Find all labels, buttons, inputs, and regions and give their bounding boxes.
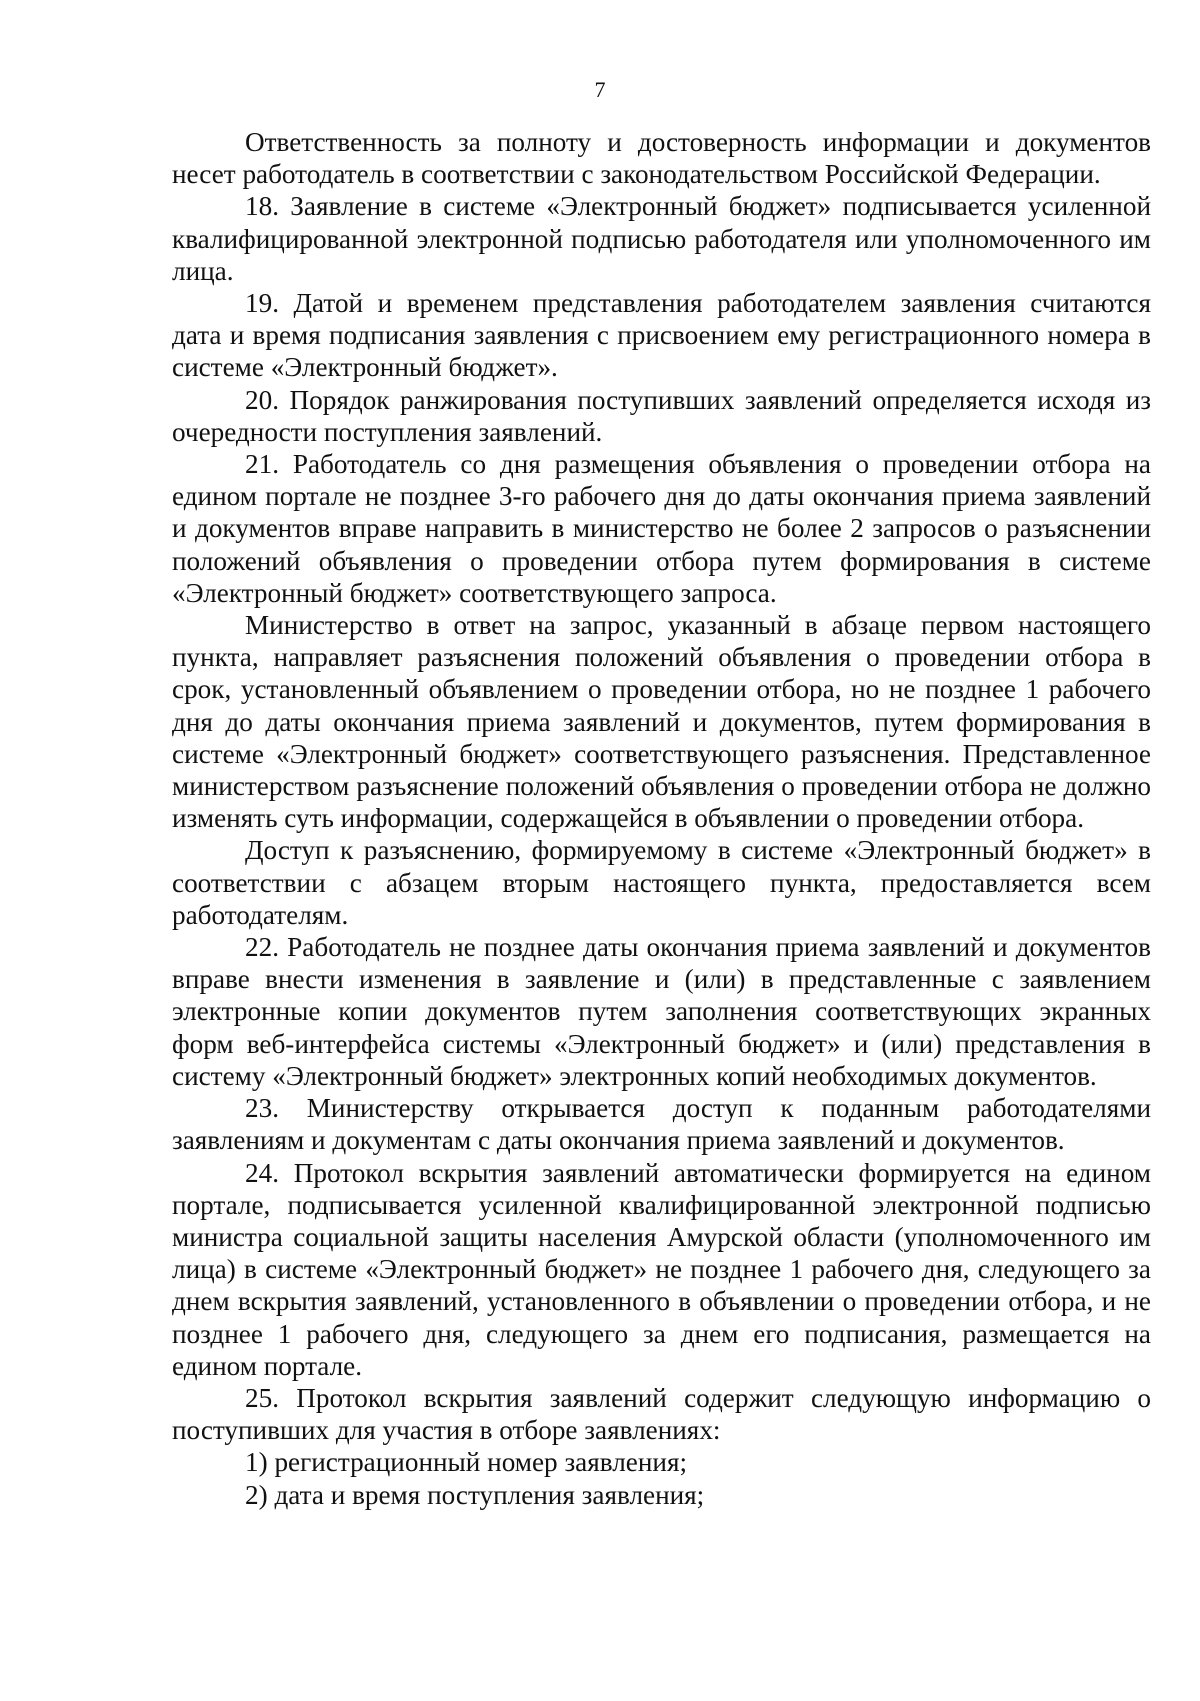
paragraph-19: 19. Датой и временем представления работодателем заявления считаются дата и время подписания заявления с присвоением ему регистрационного номера в системе «Электронный бюджет». [172, 288, 1151, 383]
paragraph-23: 23. Министерству открывается доступ к поданным работодателями заявлениям и документам с даты окончания приема заявлений и документов. [172, 1093, 1151, 1156]
paragraph-18: 18. Заявление в системе «Электронный бюджет» подписывается усиленной квалифицированной электронной подписью работодателя или уполномоченного им лица. [172, 191, 1151, 286]
paragraph-20: 20. Порядок ранжирования поступивших заявлений определяется исходя из очередности поступления заявлений. [172, 384, 1151, 447]
list-item-1: 1) регистрационный номер заявления; [245, 1447, 688, 1478]
paragraph-21-ministry-response: Министерство в ответ на запрос, указанный в абзаце первом настоящего пункта, направляет разъяснения положений объявления о проведении отбора в срок, установленный объявлением о проведении отбора, но не позднее 1 рабочего дня до даты окончания приема заявлений и документов, путем формирования в системе «Электронный бюджет» соответствующего разъяснения. Представленное министерством разъяснение положений объявления о проведении отбора не должно изменять суть информации, содержащейся в объявлении о проведении отбора. [172, 610, 1151, 834]
page-number: 7 [594, 77, 606, 102]
paragraph-responsibility: Ответственность за полноту и достоверность информации и документов несет работодатель в соответствии с законодательством Российской Федерации. [172, 127, 1151, 190]
list-item-2: 2) дата и время поступления заявления; [245, 1479, 705, 1510]
paragraph-21: 21. Работодатель со дня размещения объявления о проведении отбора на едином портале не позднее 3-го рабочего дня до даты окончания приема заявлений и документов вправе направить в министерство не более 2 запросов о разъяснении положений объявления о проведении отбора путем формирования в системе «Электронный бюджет» соответствующего запроса. [172, 449, 1151, 608]
paragraph-25: 25. Протокол вскрытия заявлений содержит следующую информацию о поступивших для участия в отборе заявлениях: [172, 1382, 1151, 1446]
paragraph-21-access: Доступ к разъяснению, формируемому в системе «Электронный бюджет» в соответствии с абзацем вторым настоящего пункта, предоставляется всем работодателям. [172, 835, 1151, 930]
paragraph-22: 22. Работодатель не позднее даты окончания приема заявлений и документов вправе внести изменения в заявление и (или) в представленные с заявлением электронные копии документов путем заполнения соответствующих экранных форм веб-интерфейса системы «Электронный бюджет» и (или) представления в систему «Электронный бюджет» электронных копий необходимых документов. [172, 932, 1151, 1091]
paragraph-24: 24. Протокол вскрытия заявлений автоматически формируется на едином портале, подписывается усиленной квалифицированной электронной подписью министра социальной защиты населения Амурской области (уполномоченного им лица) в системе «Электронный бюджет» не позднее 1 рабочего дня, следующего за днем вскрытия заявлений, установленного в объявлении о проведении отбора, и не позднее 1 рабочего дня, следующего за днем его подписания, размещается на едином портале. [172, 1157, 1151, 1381]
document-body [172, 126, 1151, 1511]
